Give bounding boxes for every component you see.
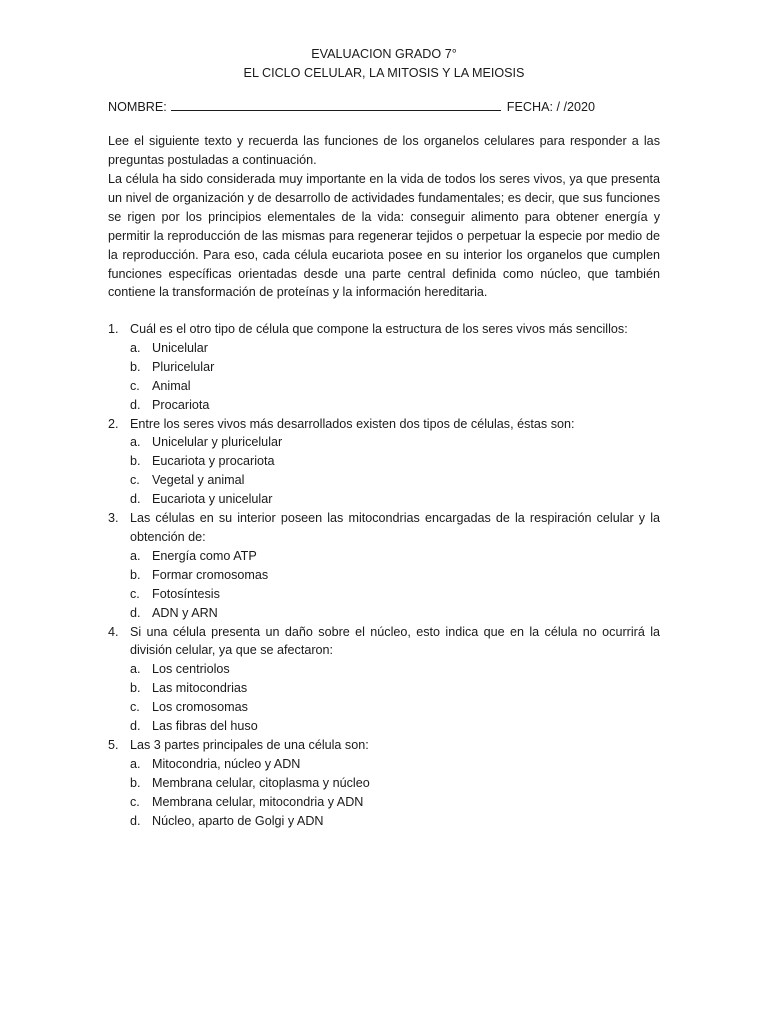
date-label: FECHA: / /2020 <box>506 100 595 114</box>
option-text: Las fibras del huso <box>152 719 258 734</box>
option-letter: a. <box>130 435 141 450</box>
option-letter: d. <box>130 397 141 412</box>
option-text: Unicelular <box>152 340 208 355</box>
answer-option[interactable] <box>130 698 660 717</box>
option-letter: b. <box>130 567 141 582</box>
option-letter: a. <box>130 548 141 563</box>
option-text: Los centriolos <box>152 662 230 677</box>
answer-option[interactable] <box>130 377 660 396</box>
question-list <box>108 320 660 830</box>
option-list <box>130 755 660 831</box>
question-item <box>108 623 660 736</box>
answer-option[interactable] <box>130 585 660 604</box>
option-text: Núcleo, aparto de Golgi y ADN <box>152 813 324 828</box>
answer-option[interactable] <box>130 755 660 774</box>
question-number: 2. <box>108 416 119 431</box>
answer-option[interactable] <box>130 660 660 679</box>
question-number: 1. <box>108 322 119 336</box>
name-blank-field[interactable] <box>171 98 501 111</box>
option-letter: c. <box>130 794 140 809</box>
option-letter: a. <box>130 756 141 771</box>
question-item <box>108 415 660 510</box>
question-number: 4. <box>108 624 119 639</box>
question-item <box>108 320 660 415</box>
option-letter: c. <box>130 700 140 715</box>
question-text: Si una célula presenta un daño sobre el núcleo, esto indica que en la célula no ocurrirá la división celular, ya que se afectaron: <box>130 624 660 658</box>
option-letter: a. <box>130 662 141 677</box>
answer-option[interactable] <box>130 471 660 490</box>
option-letter: d. <box>130 492 141 507</box>
question-item <box>108 736 660 831</box>
answer-option[interactable] <box>130 812 660 831</box>
exam-subtitle: EL CICLO CELULAR, LA MITOSIS Y LA MEIOSIS <box>243 66 525 80</box>
option-text: Membrana celular, citoplasma y núcleo <box>152 775 370 790</box>
answer-option[interactable] <box>130 358 660 377</box>
option-text: Vegetal y animal <box>152 473 245 488</box>
answer-option[interactable] <box>130 774 660 793</box>
question-number: 3. <box>108 511 119 526</box>
option-list <box>130 339 660 415</box>
question-text: Las células en su interior poseen las mitocondrias encargadas de la respiración celular y la obtención de: <box>130 511 660 544</box>
question-text: Entre los seres vivos más desarrollados existen dos tipos de células, éstas son: <box>130 416 575 431</box>
option-text: Eucariota y unicelular <box>152 492 273 507</box>
option-letter: c. <box>130 378 140 393</box>
student-info-line <box>108 98 660 116</box>
question-item <box>108 509 660 622</box>
option-letter: b. <box>130 454 141 469</box>
answer-option[interactable] <box>130 433 660 452</box>
question-text: Las 3 partes principales de una célula son: <box>130 737 369 752</box>
option-text: Los cromosomas <box>152 700 248 715</box>
reading-paragraph: La célula ha sido considerada muy importante en la vida de todos los seres vivos, ya que presenta un nivel de organización y de desarrollo de actividades fundamentales; es decir, que sus funciones se rigen por los principios elementales de la vida: conseguir alimento para obtener energía y permitir la reproducción de las mismas para regenerar tejidos o perpetuar la especie por medio de la reproducción. Para eso, cada célula eucariota posee en su interior los organelos que cumplen funciones específicas orientadas desde una parte central definida como núcleo, que también contiene la transformación de proteínas y la información hereditaria. <box>108 172 660 300</box>
option-text: Procariota <box>152 397 210 412</box>
option-letter: d. <box>130 813 141 828</box>
option-text: Pluricelular <box>152 359 215 374</box>
question-number: 5. <box>108 737 119 752</box>
option-text: Membrana celular, mitocondria y ADN <box>152 794 364 809</box>
instruction-paragraph: Lee el siguiente texto y recuerda las funciones de los organelos celulares para responder a las preguntas postuladas a continuación. <box>108 134 660 167</box>
answer-option[interactable] <box>130 679 660 698</box>
option-letter: a. <box>130 340 141 355</box>
option-letter: b. <box>130 681 141 696</box>
option-letter: d. <box>130 719 141 734</box>
option-text: Unicelular y pluricelular <box>152 435 283 450</box>
answer-option[interactable] <box>130 452 660 471</box>
answer-option[interactable] <box>130 604 660 623</box>
answer-option[interactable] <box>130 566 660 585</box>
question-text: Cuál es el otro tipo de célula que compone la estructura de los seres vivos más sencillos: <box>130 322 628 336</box>
option-text: ADN y ARN <box>152 605 218 620</box>
option-letter: b. <box>130 775 141 790</box>
answer-option[interactable] <box>130 547 660 566</box>
option-list <box>130 433 660 509</box>
option-text: Formar cromosomas <box>152 567 269 582</box>
name-label: NOMBRE: <box>108 100 167 114</box>
exam-title: EVALUACION GRADO 7° <box>311 47 457 61</box>
option-letter: b. <box>130 359 141 374</box>
option-text: Las mitocondrias <box>152 681 248 696</box>
option-letter: c. <box>130 473 140 488</box>
option-letter: d. <box>130 605 141 620</box>
answer-option[interactable] <box>130 339 660 358</box>
option-text: Energía como ATP <box>152 548 257 563</box>
option-text: Animal <box>152 378 191 393</box>
option-text: Eucariota y procariota <box>152 454 275 469</box>
option-list <box>130 660 660 736</box>
answer-option[interactable] <box>130 490 660 509</box>
answer-option[interactable] <box>130 396 660 415</box>
answer-option[interactable] <box>130 793 660 812</box>
option-text: Fotosíntesis <box>152 586 220 601</box>
option-list <box>130 547 660 623</box>
option-letter: c. <box>130 586 140 601</box>
option-text: Mitocondria, núcleo y ADN <box>152 756 301 771</box>
answer-option[interactable] <box>130 717 660 736</box>
